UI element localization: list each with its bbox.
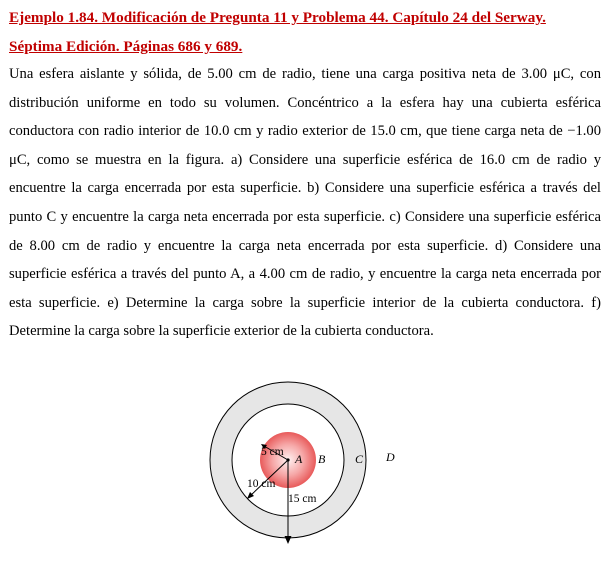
figure-svg [200, 380, 380, 556]
label-point-b: B [318, 452, 326, 466]
label-point-d-outside: D [386, 450, 395, 464]
label-point-c: C [355, 452, 364, 466]
concentric-spheres-figure [200, 380, 380, 556]
label-15cm: 15 cm [288, 493, 317, 505]
arrowhead-15cm [285, 536, 292, 544]
example-title-line-1: Ejemplo 1.84. Modificación de Pregunta 11 y Problema 44. Capítulo 24 del Serway. [9, 9, 546, 26]
label-5cm: 5 cm [261, 446, 284, 458]
problem-text: Una esfera aislante y sólida, de 5.00 cm de radio, tiene una carga positiva neta de 3.00 μC, con distribución uniforme en todo su volumen. Concéntrico a la esfera hay una cubierta esférica conductora con radio interior de 10.0 cm y radio exterior de 15.0 cm, que tiene carga neta de −1.00 μC, como se muestra en la figura. a) Considere una superficie esférica de 16.0 cm de radio y encuentre la carga encerrada por esta superficie. b) Considere una superficie esférica a través del punto C y encuentre la carga neta encerrada por esta superficie. c) Considere una superficie esférica de 8.00 cm de radio y encuentre la carga neta encerrada por esta superficie. d) Considere una superficie esférica a través del punto A, a 4.00 cm de radio, y encuentre la carga neta encerrada por esta superficie. e) Determine la carga sobre la superficie interior de la cubierta conductora. f) Determine la carga sobre la superficie exterior de la cubierta conductora. [9, 66, 601, 340]
label-10cm: 10 cm [247, 478, 276, 490]
problem-statement [9, 60, 601, 346]
label-point-a: A [295, 452, 303, 466]
example-title-line-2: Séptima Edición. Páginas 686 y 689. [9, 38, 243, 55]
